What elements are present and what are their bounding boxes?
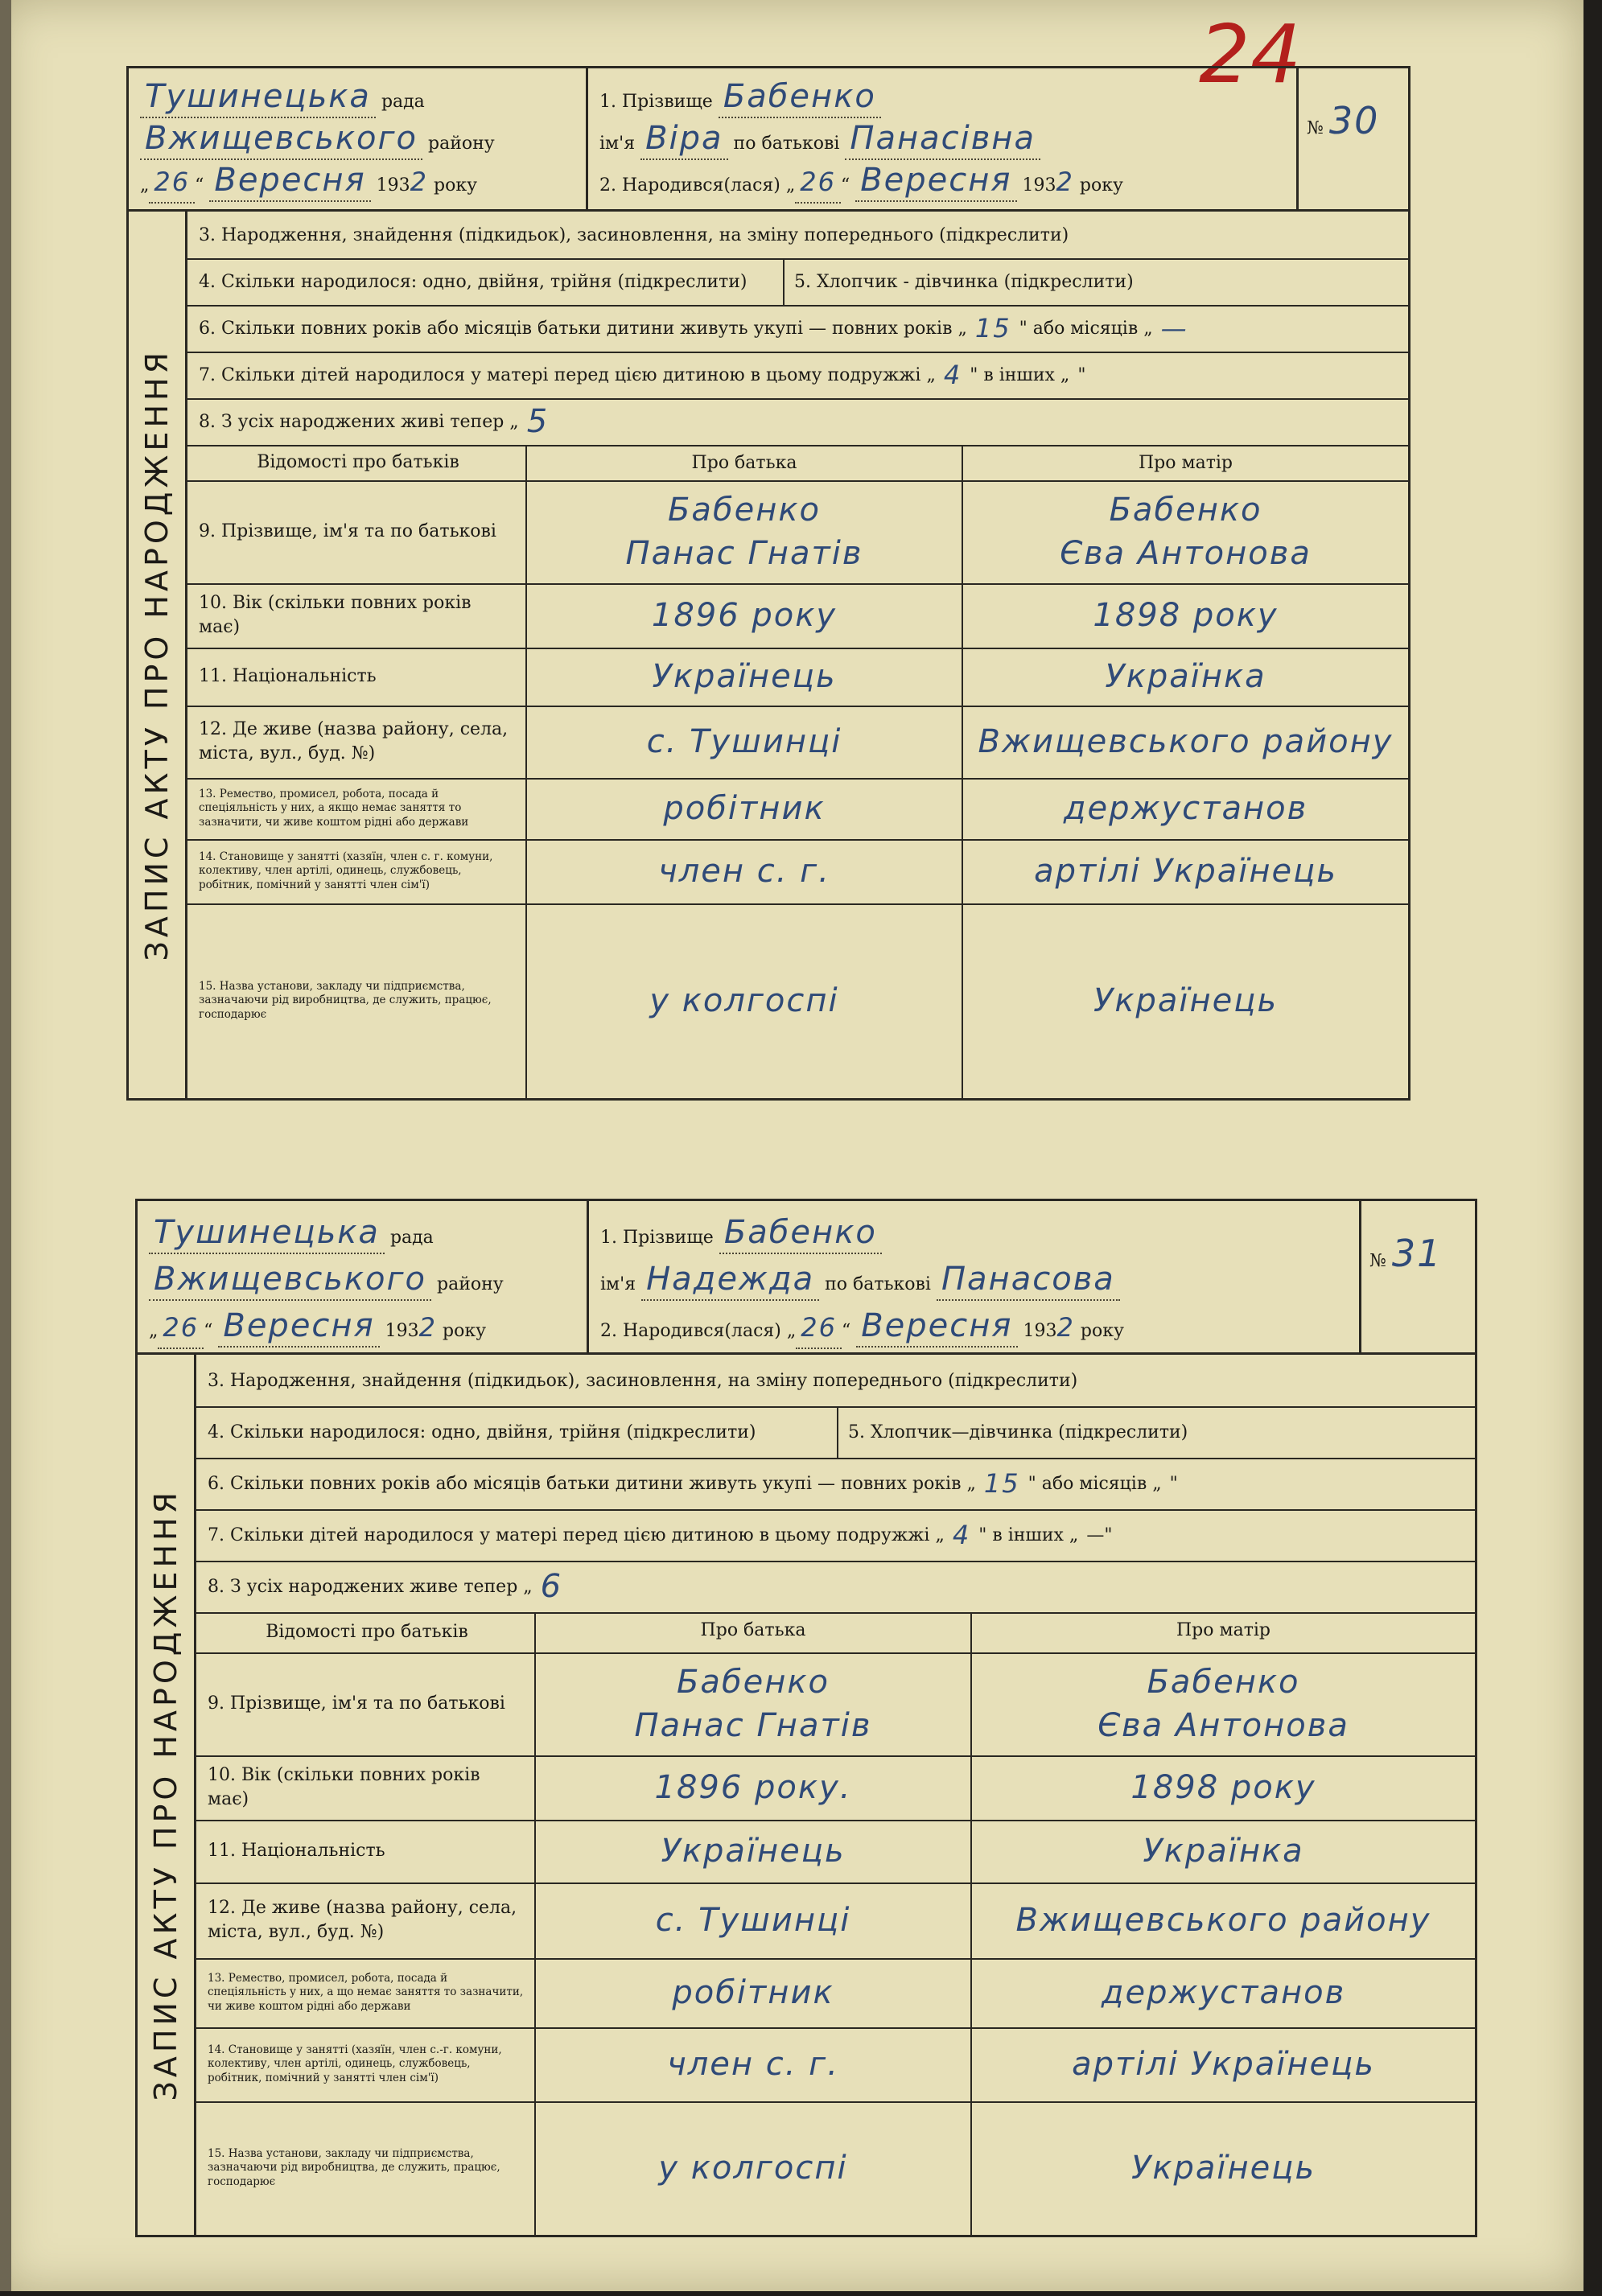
date-year-print: 193 [376,175,410,195]
parents-label-column [196,1612,536,2235]
father-surname: Бабенко [676,1664,830,1701]
q6-row [187,305,1408,353]
record-number-label: № [1307,118,1324,138]
q12-label: 12. Де живе (назва району, села, міста, вул., буд. №) [208,1898,517,1942]
parents-header: Відомості про батьків [257,452,459,473]
born-day: 26 [796,1307,842,1349]
surname-label: 1. Прізвище [599,92,713,112]
date-suffix: року [443,1321,487,1341]
birth-record-2 [135,1199,1477,2237]
q7-value: 4 [952,1520,971,1550]
parents-table [196,1612,1475,2235]
rayon-suffix: району [428,134,495,154]
q15-label: 15. Назва установи, закладу чи підприємства, зазначаючи рід виробництва, де служить, працює, господарює [199,979,492,1021]
mother-status: артілі Українець [1034,853,1337,890]
q8-text: 8. З усіх народжених живе тепер „ [208,1576,533,1597]
father-status: член с. г. [667,2046,839,2083]
q9-label: 9. Прізвище, ім'я та по батькові [208,1693,505,1714]
mother-age: 1898 року [1130,1769,1316,1806]
q5-text: 5. Хлопчик - дівчинка (підкреслити) [794,271,1134,292]
date-month: Вересня [218,1306,379,1348]
q15-label: 15. Назва установи, закладу чи підприємства, зазначаючи рід виробництва, де служить, працює, господарює [208,2146,500,2188]
date-year-hand: 2 [410,167,428,197]
parents-label-column [187,445,527,1098]
record-header [138,1201,1475,1355]
child-name: Віра [640,118,727,160]
mother-nationality: Українка [1105,658,1266,695]
mother-age: 1898 року [1093,597,1279,634]
surname-label: 1. Прізвище [600,1228,714,1248]
rayon-suffix: району [437,1274,504,1294]
father-name: Панас Гнатів [634,1707,872,1744]
q11-label: 11. Національність [199,666,377,687]
father-nationality: Українець [661,1833,846,1870]
q8-row [187,398,1408,446]
mother-surname: Бабенко [1147,1664,1300,1701]
born-label: 2. Народився(лася) [600,1321,781,1341]
q9-label: 9. Прізвище, ім'я та по батькові [199,521,496,542]
parents-table [187,445,1408,1098]
father-residence: с. Тушинці [646,723,842,760]
date-day: 26 [158,1307,204,1349]
record-number-block [1361,1201,1475,1352]
rada-suffix: рада [381,92,425,112]
born-day: 26 [795,162,841,204]
rayon-name: Вжищевського [140,118,422,160]
parents-header: Відомості про батьків [266,1622,468,1643]
record-number-label: № [1369,1251,1386,1271]
name-label: ім'я [600,1274,636,1294]
record-body [196,1355,1475,2235]
patronymic-label: по батькові [825,1274,931,1294]
record-number: 31 [1391,1232,1443,1275]
mother-header: Про матір [1176,1619,1271,1640]
mother-workplace: Українець [1093,982,1279,1019]
q7-text: 7. Скільки дітей народилося у матері перед цією дитиною в цьому подружжі „ [199,364,936,385]
born-label: 2. Народився(лася) [599,175,780,195]
record-number: 30 [1328,99,1380,142]
date-suffix: року [434,175,478,195]
q10-label: 10. Вік (скільки повних років має) [208,1765,480,1809]
q3-text: 3. Народження, знайдення (підкидьок), засиновлення, на зміну попереднього (підкреслити) [199,224,1069,245]
q6-row [196,1458,1475,1511]
father-workplace: у колгоспі [658,2150,848,2187]
q13-label: 13. Ремество, промисел, робота, посада й спеціяльність у них, а що немає заняття то зазначити, чи живе коштом рідні або держави [208,1971,524,2013]
mother-residence: Вжищевського району [978,723,1394,760]
q10-label: 10. Вік (скільки повних років має) [199,593,472,637]
side-title: ЗАПИС АКТУ ПРО НАРОДЖЕННЯ [148,1488,183,2101]
q3-text: 3. Народження, знайдення (підкидьок), засиновлення, на зміну попереднього (підкреслити) [208,1370,1078,1391]
q3-row [196,1355,1475,1408]
birth-record-1 [126,66,1411,1101]
father-column [527,445,963,1098]
born-suffix: року [1080,1321,1124,1341]
q11-label: 11. Національність [208,1841,385,1862]
q12-label: 12. Де живе (назва району, села, міста, вул., буд. №) [199,719,509,763]
q7-tail-value: " [1077,364,1086,385]
father-status: член с. г. [658,853,830,890]
father-surname: Бабенко [667,492,821,529]
date-day: 26 [149,162,195,204]
q5-cell [837,1406,1188,1458]
q4-row [196,1406,1475,1459]
q4-row [187,258,1408,307]
folio-number: 24 [1199,7,1302,101]
record-body [187,212,1408,1098]
mother-occupation: держустанов [1063,790,1308,827]
date-year-print: 193 [385,1321,419,1341]
born-month: Вересня [855,160,1016,202]
q7-text: 7. Скільки дітей народилося у матері перед цією дитиною в цьому подружжі „ [208,1524,945,1545]
side-title: ЗАПИС АКТУ ПРО НАРОДЖЕННЯ [139,348,175,961]
q5-text: 5. Хлопчик—дівчинка (підкреслити) [848,1422,1188,1442]
father-name: Панас Гнатів [625,535,863,572]
father-occupation: робітник [663,790,826,827]
mother-header: Про матір [1138,452,1233,473]
rada-name: Тушинецька [149,1212,385,1254]
mother-column [963,445,1408,1098]
child-name: Надежда [641,1259,819,1301]
record-number-block [1299,68,1408,209]
q6-value: 15 [974,313,1011,344]
mother-column [972,1612,1475,2235]
q7-row [196,1509,1475,1562]
father-column [536,1612,972,2235]
q6-tail: " або місяців „ [1028,1473,1162,1494]
child-surname: Бабенко [719,76,881,118]
q7-tail: " в інших „ [978,1524,1079,1545]
mother-status: артілі Українець [1072,2046,1375,2083]
child-patronymic: Панасова [937,1259,1120,1301]
q3-row [187,212,1408,260]
q8-value: 5 [526,403,550,440]
record-header [129,68,1408,212]
father-occupation: робітник [672,1974,834,2011]
child-block: 1. Прізвище Бабенко ім'я Надежда по батькові Панасова 2. Народився(лася) „ 26 “ Вересня 1932 року [589,1201,1361,1352]
q6-text: 6. Скільки повних років або місяців батьки дитини живуть укупі — повних років „ [199,318,967,339]
father-residence: с. Тушинці [655,1902,851,1939]
rada-suffix: рада [389,1228,434,1248]
name-label: ім'я [599,134,636,154]
mother-surname: Бабенко [1109,492,1262,529]
q7-tail: " в інших „ [970,364,1070,385]
q8-text: 8. З усіх народжених живі тепер „ [199,411,519,432]
born-suffix: року [1079,175,1123,195]
q6-value: 15 [983,1468,1020,1499]
date-year-hand: 2 [418,1312,437,1343]
mother-name: Єва Антонова [1098,1707,1349,1744]
child-patronymic: Панасівна [845,118,1040,160]
mother-nationality: Українка [1143,1833,1304,1870]
q14-label: 14. Становище у занятті (хазяїн, член с. г. комуни, колективу, член артілі, одинець, службовець, робітник, помічний у занятті член сім'ї) [199,850,493,891]
council-block: Тушинецька рада Вжищевського району „ 26 “ Вересня 1932 року [138,1201,589,1352]
q5-cell [783,258,1134,305]
father-header: Про батька [691,452,797,473]
born-year-print: 193 [1022,175,1056,195]
q13-label: 13. Ремество, промисел, робота, посада й спеціяльність у них, а якщо немає заняття то зазначити, чи живе коштом рідні або держави [199,787,469,829]
date-month: Вересня [209,160,370,202]
born-year-hand: 2 [1056,1312,1075,1343]
child-block: 1. Прізвище Бабенко ім'я Віра по батькові Панасівна 2. Народився(лася) „ 26 “ Вересня 1932 року [588,68,1299,209]
mother-workplace: Українець [1130,2150,1316,2187]
q4-text: 4. Скільки народилося: одно, двійня, трійня (підкреслити) [199,271,747,292]
side-title-cell [138,1355,196,2235]
born-year-hand: 2 [1056,167,1074,197]
council-block: Тушинецька рада Вжищевського району „ 26 “ Вересня 1932 року [129,68,588,209]
q14-label: 14. Становище у занятті (хазяїн, член с.-г. комуни, колективу, член артілі, одинець, службовець, робітник, помічний у занятті член сім'ї) [208,2043,502,2084]
q4-text: 4. Скільки народилося: одно, двійня, трійня (підкреслити) [208,1422,756,1442]
mother-residence: Вжищевського району [1015,1902,1431,1939]
father-nationality: Українець [652,658,837,695]
q7-row [187,352,1408,400]
q8-value: 6 [540,1568,563,1605]
side-title-cell [129,212,187,1098]
father-age: 1896 року. [654,1769,852,1806]
q6-tail-value: " [1169,1473,1178,1494]
patronymic-label: по батькові [733,134,840,154]
rada-name: Тушинецька [140,76,376,118]
born-month: Вересня [856,1306,1017,1348]
q6-text: 6. Скільки повних років або місяців батьки дитини живуть укупі — повних років „ [208,1473,976,1494]
q8-row [196,1561,1475,1614]
rayon-name: Вжищевського [149,1259,431,1301]
mother-name: Єва Антонова [1060,535,1312,572]
book-binding [0,0,11,2291]
child-surname: Бабенко [719,1212,882,1254]
q6-tail: " або місяців „ [1019,318,1153,339]
father-age: 1896 року [651,597,838,634]
father-header: Про батька [700,1619,806,1640]
father-workplace: у колгоспі [649,982,839,1019]
mother-occupation: держустанов [1101,1974,1346,2011]
q7-tail-value: —" [1086,1524,1113,1545]
q7-value: 4 [943,360,962,390]
born-year-print: 193 [1023,1321,1057,1341]
q6-tail-value: — [1160,313,1188,344]
